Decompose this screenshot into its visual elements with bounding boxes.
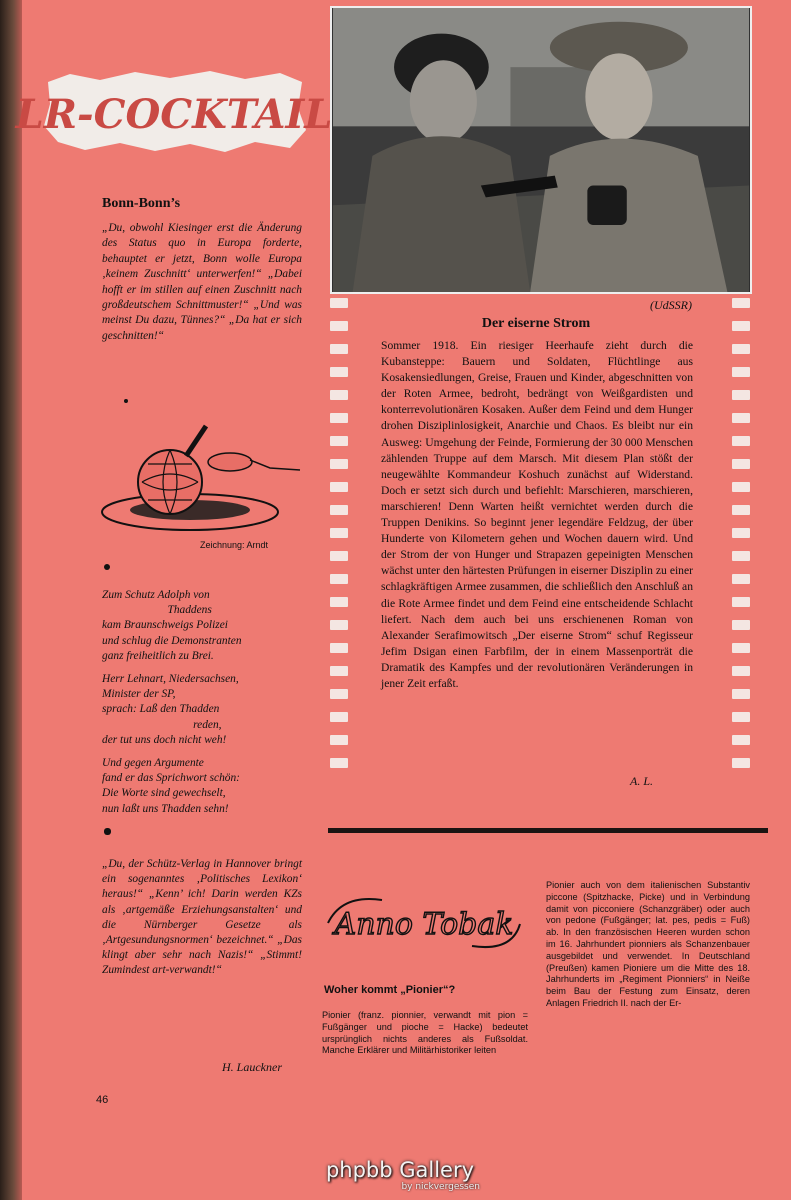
poem-stanza: Zum Schutz Adolph von Thaddens kam Braunschweigs Polizei und schlug die Demonstranten ganz freiheitlich zu Brei.	[102, 589, 242, 662]
cartoon-credit: Zeichnung: Arndt	[200, 540, 269, 550]
gallery-watermark-sub: by nickvergessen	[401, 1182, 480, 1192]
gallery-watermark: phpbb Gallery	[325, 1158, 475, 1182]
film-perforation	[330, 643, 348, 653]
film-perforation	[732, 574, 750, 584]
bonn-dialog-text: „Du, obwohl Kiesinger erst die Änderung des Status quo in Europa forderte, behauptet er jetzt, Bonn wolle Europa ‚keinem Zuschnitt‘ unterwerfen!“ „Dabei hofft er im stillen auf einen Zuschnitt nach großdeutschem Schnittmuster!“ „Und was meinst Du dazu, Tünnes?“ „Da hat er sich geschnitten!“	[102, 222, 302, 342]
thadden-poem	[102, 588, 302, 825]
film-perforation	[732, 712, 750, 722]
film-perforation	[732, 505, 750, 515]
film-perforation	[732, 344, 750, 354]
film-perforation	[732, 735, 750, 745]
film-perforation	[732, 620, 750, 630]
film-perforation	[330, 528, 348, 538]
film-perforation	[732, 459, 750, 469]
film-perforation	[330, 390, 348, 400]
pionier-text-left: Pionier (franz. pionnier, verwandt mit pion = Fußgänger und pioche = Hacke) bedeutet ursprünglich nichts anderes als Fußsoldat. Manche Erklärer und Militärhistoriker leiten	[322, 1010, 528, 1056]
film-review-text: Sommer 1918. Ein riesiger Heerhaufe zieht durch die Kubansteppe: Bauern und Soldaten, Flüchtlinge aus Kosakensiedlungen, Greise, Frauen und Kinder, abgeschnitten von der Roten Armee, bedroht, bedrängt von Weißgardisten und konterrevolutionären Kosaken. Außer dem Feind und dem Hunger drohen Disziplinlosigkeit, Anarchie und Chaos. Es bleibt nur ein Ausweg: Umgehung der Feinde, Formierung der 30 000 Menschen zählenden Truppe auf dem Marsch. Mit diesem Plan stößt der neugewählte Kommandeur Koshuch zunächst auf Widerstand. Doch er setzt sich durch und befiehlt: Marschieren, marschieren, marschieren! Denn Warten heißt vernichtet werden durch die Truppen Denikins. So beginnt jener legendäre Feldzug, der über Hunderte von Kilometern gehen und Wochen dauern wird. Und der Strom der von Hunger und Strapazen gepeinigten Menschen wächst unter den härtesten Prüfungen in eiserner Disziplin zu einer schlagkräftigen Armee zusammen, die schließlich den Anschluß an die Rote Armee findet und dem Feind eine entscheidende Schlacht liefert. Nach dem auch bei uns erschienenen Roman von Alexander Serafimowitsch „Der eiserne Strom“ schuf Regisseur Jefim Dsigan einen Farbfilm, der in einem Massenporträt die Dramatik des Kampfes und der revolutionären Veränderungen in jener Zeit erfaßt.	[381, 339, 693, 690]
bullet	[104, 564, 110, 570]
section-divider	[328, 828, 768, 833]
book-spine	[0, 0, 22, 1200]
film-perforation	[732, 321, 750, 331]
logo-text: LR-COCKTAIL	[15, 91, 333, 138]
film-perforation	[330, 436, 348, 446]
film-title: Der eiserne Strom	[481, 316, 591, 331]
film-perforation	[330, 344, 348, 354]
bullet	[104, 828, 111, 835]
film-perforation	[330, 459, 348, 469]
film-perforation	[732, 436, 750, 446]
film-perforation	[732, 413, 750, 423]
film-perforation	[330, 758, 348, 768]
film-perforation	[330, 551, 348, 561]
poem-stanza: Herr Lehnart, Niedersachsen, Minister der SP, sprach: Laß den Thadden reden, der tut uns doch nicht weh!	[102, 673, 239, 746]
film-perforation	[732, 551, 750, 561]
film-perforation	[732, 298, 750, 308]
film-perforation	[732, 528, 750, 538]
pionier-text-right: Pionier auch von dem italienischen Substantiv piccone (Spitzhacke, Picke) und in Verbindung damit von picconiere (Schanzgräber) oder auch von pedone (Fußgänger; lat. pes, pedis = Fuß) ab. In den französischen Heeren wurden schon im 16. Jahrhundert pionniers als Schanzenbauer ausgebildet und verwendet. In Deutschland (Preußen) kamen Pioniere um die Mitte des 18. Jahrhunderts im „Regiment Pionniers“ in Neiße beim Bau der Festung zum Einsatz, deren Anlagen Friedrich II. nach der Er-	[546, 880, 750, 1008]
film-country: (UdSSR)	[650, 298, 692, 312]
film-perforation	[732, 597, 750, 607]
film-perforation	[330, 321, 348, 331]
anno-logo-text: Anno Tobak	[334, 907, 514, 942]
film-perforation	[330, 597, 348, 607]
pionier-heading: Woher kommt „Pionier“?	[324, 984, 456, 996]
dialog-author: H. Lauckner	[222, 1060, 282, 1074]
film-review-author: A. L.	[630, 774, 654, 788]
page-number: 46	[96, 1094, 109, 1106]
film-perforation	[330, 689, 348, 699]
bullet	[124, 399, 128, 403]
film-perforation	[330, 413, 348, 423]
film-perforation	[732, 689, 750, 699]
film-perforation	[330, 574, 348, 584]
film-perforation	[732, 482, 750, 492]
film-perforation	[732, 666, 750, 676]
film-perforation	[732, 643, 750, 653]
film-perforation	[732, 758, 750, 768]
film-still-photo	[330, 6, 752, 294]
bonn-heading: Bonn-Bonn’s	[102, 196, 181, 211]
film-perforation	[330, 666, 348, 676]
film-perforation	[330, 712, 348, 722]
film-perforation	[330, 505, 348, 515]
film-perforation	[330, 298, 348, 308]
film-perforation	[732, 367, 750, 377]
anno-tobak-logo	[322, 888, 526, 958]
film-perforation	[732, 390, 750, 400]
film-perforation	[330, 367, 348, 377]
film-perforation	[330, 482, 348, 492]
film-perforation	[330, 620, 348, 630]
film-perforation	[330, 735, 348, 745]
poem-stanza: Und gegen Argumente fand er das Sprichwort schön: Die Worte sind gewechselt, nun laßt uns Thadden sehn!	[102, 757, 240, 815]
lexikon-dialog-text: „Du, der Schütz-Verlag in Hannover bringt ein sogenanntes ‚Politisches Lexikon‘ heraus!“ „Kenn’ ich! Darin werden KZs als ‚artgemäße Erziehungsanstalten‘ und die Nürnberger Gesetze als ‚Artgesundungsnormen‘ bezeichnet.“ „Das klingt aber sehr nach Nazis!“ „Stimmt! Zumindest art-verwandt!“	[102, 858, 302, 977]
lr-cocktail-logo	[15, 68, 333, 154]
cartoon-globe-plate	[100, 418, 306, 534]
